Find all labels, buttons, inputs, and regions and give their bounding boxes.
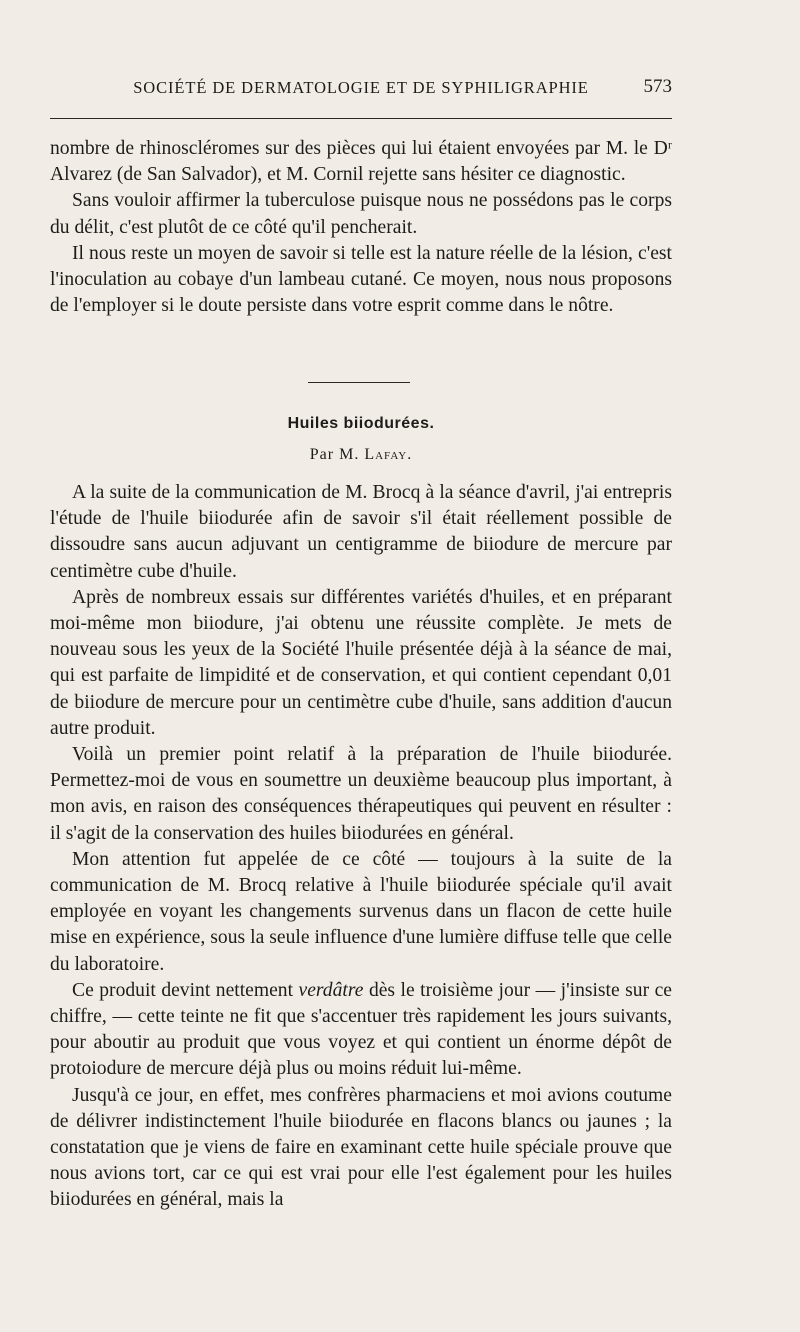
text-run: Ce produit devint nettement <box>72 979 294 1001</box>
paragraph <box>50 978 672 1083</box>
paragraph-continued: nombre de rhinoscléromes sur des pièces qui lui étaient envoyées par M. le Dʳ Alvarez (de San Salvador), et M. Cornil rejette sans hésiter ce diagnostic. <box>50 138 672 186</box>
page-number: 573 <box>643 76 672 97</box>
header-rule <box>50 118 672 119</box>
article-title: Huiles biiodurées. <box>287 415 435 432</box>
section-separator <box>308 382 410 383</box>
paragraph: Voilà un premier point relatif à la préparation de l'huile biiodurée. Permettez-moi de vous en soumettre un deuxième beaucoup plus important, à mon avis, en raison des conséquences thérapeutiques qui peuvent en résulter : il s'agit de la conservation des huiles biiodurées en général. <box>50 744 672 844</box>
paragraph: Il nous reste un moyen de savoir si telle est la nature réelle de la lésion, c'est l'inoculation au cobaye d'un lambeau cutané. Ce moyen, nous nous proposons de l'employer si le doute persiste dans votre esprit comme dans le nôtre. <box>50 242 672 317</box>
paragraph: Jusqu'à ce jour, en effet, mes confrères pharmaciens et moi avions coutume de délivrer indistinctement l'huile biiodurée en flacons blancs ou jaunes ; la constatation que je viens de faire en examinant cette huile spéciale prouve que nous avions tort, car ce qui est vrai pour elle l'est également pour les huiles biiodurées en général, mais la <box>50 1084 672 1211</box>
author-name: Lafay. <box>364 446 413 463</box>
running-head: SOCIÉTÉ DE DERMATOLOGIE ET DE SYPHILIGRAPHIE <box>133 78 589 97</box>
paragraph: A la suite de la communication de M. Brocq à la séance d'avril, j'ai entrepris l'étude de l'huile biiodurée afin de savoir s'il était réellement possible de dissoudre sans aucun adjuvant un centigramme de biiodure de mercure par centimètre cube d'huile. <box>50 482 672 582</box>
article-body <box>50 480 672 1214</box>
paragraph: Après de nombreux essais sur différentes variétés d'huiles, et en préparant moi-même mon biiodure, j'ai obtenu une réussite complète. Je mets de nouveau sous les yeux de la Société l'huile présentée déjà à la séance de mai, qui est parfaite de limpidité et de conservation, et qui contient cependant 0,01 de biiodure de mercure pour un centimètre cube d'huile, sans addition d'aucun autre produit. <box>50 586 672 739</box>
text-run: dès le troisième jour — j'insiste sur ce chiffre, — cette teinte ne fit que s'accentuer très rapidement les jours suivants, pour aboutir au produit que vous voyez et qui contient un énorme dépôt de protoiodure de mercure déjà plus ou moins réduit lui-même. <box>50 979 672 1080</box>
paragraph: Sans vouloir affirmer la tuberculose puisque nous ne possédons pas le corps du délit, c'est plutôt de ce côté qu'il pencherait. <box>50 190 672 238</box>
author-prefix: Par M. <box>309 446 360 463</box>
previous-article-end <box>50 136 672 319</box>
article-author <box>50 446 672 464</box>
paragraph: Mon attention fut appelée de ce côté — toujours à la suite de la communication de M. Brocq relative à l'huile biiodurée spéciale qu'il avait employée en voyant les changements survenus dans un flacon de cette huile mise en expérience, sous la seule influence d'une lumière diffuse telle que celle du laboratoire. <box>50 848 672 975</box>
italic-word: verdâtre <box>298 979 364 1001</box>
